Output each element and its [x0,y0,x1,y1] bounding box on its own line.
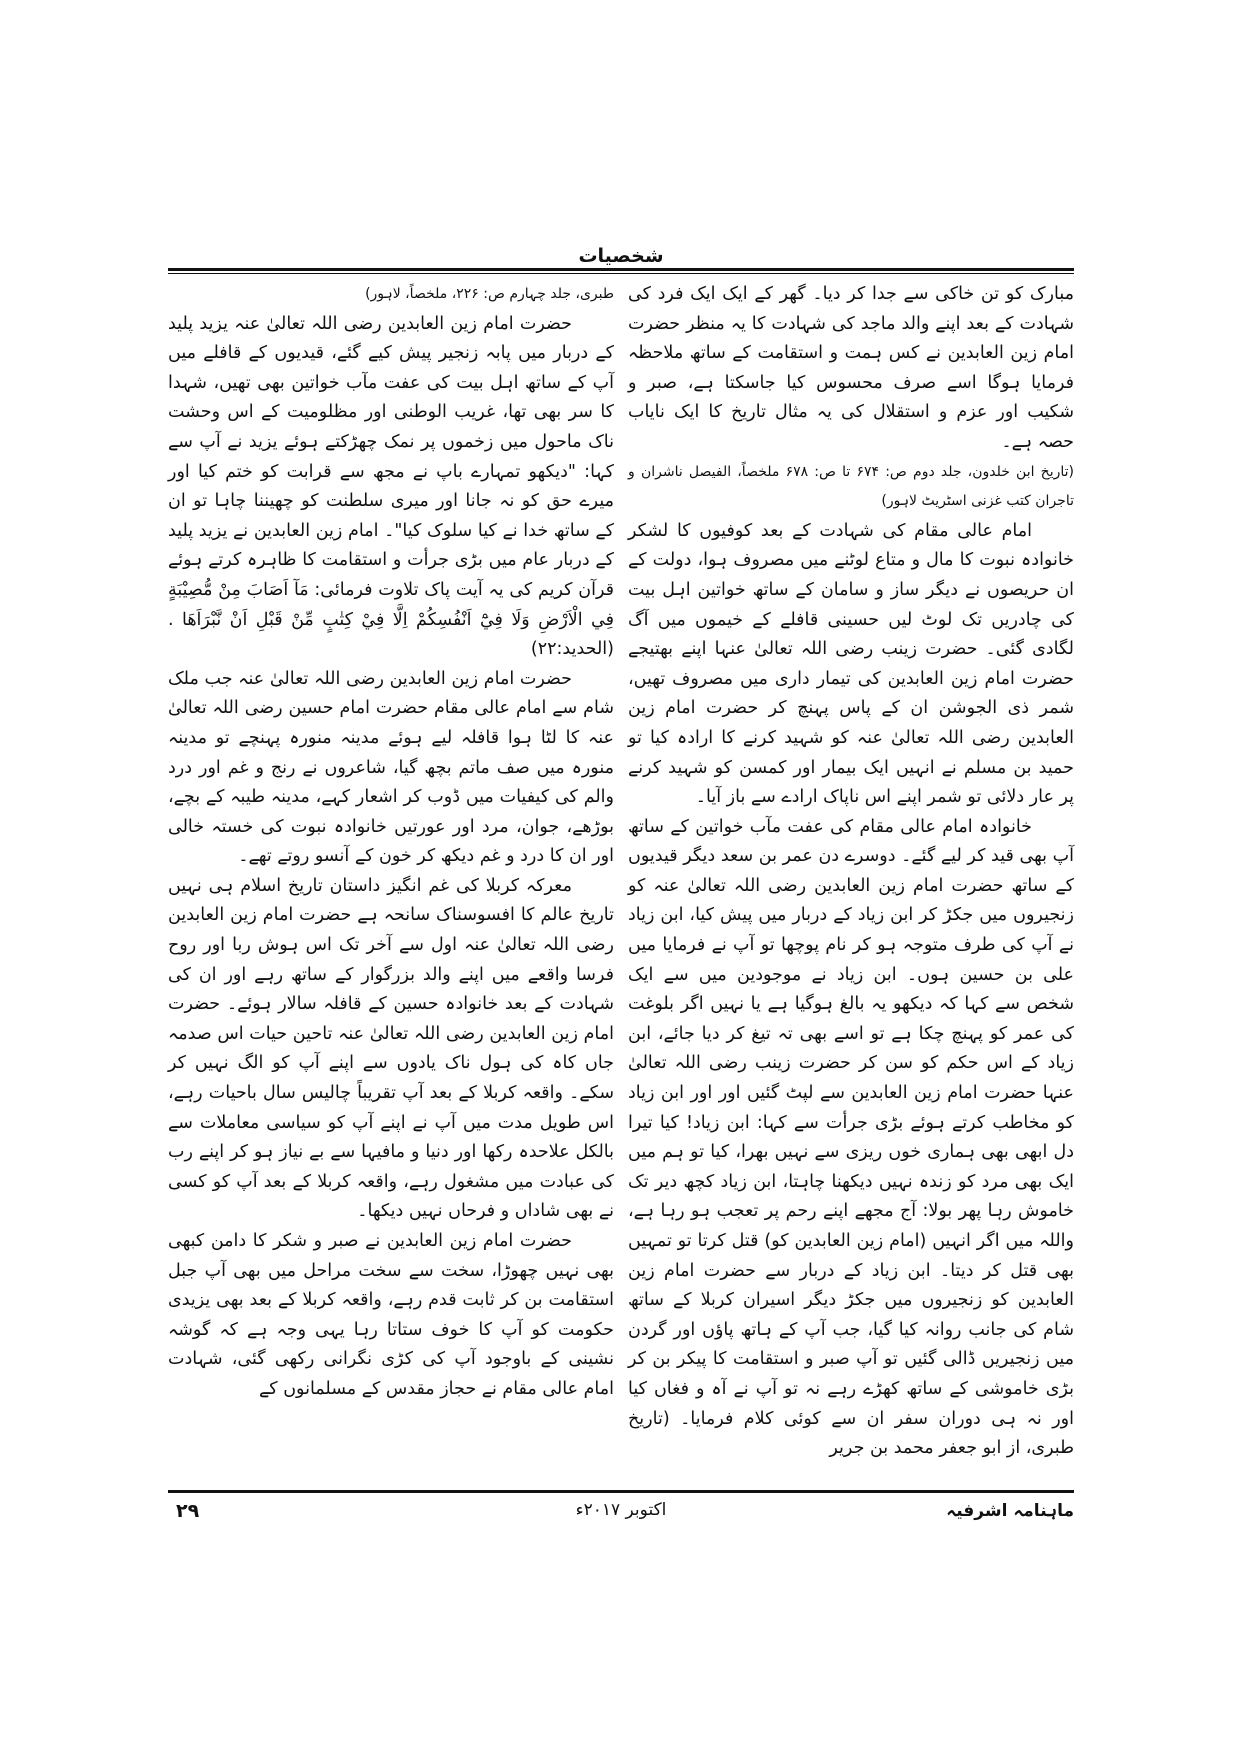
header-rule-thick [168,268,1074,271]
page-footer [168,1500,1074,1530]
paragraph-text: حضرت امام زین العابدین رضی اللہ تعالیٰ عنہ یزید پلید کے دربار میں پابہ زنجیر پیش کیے گئے، قیدیوں کے قافلے میں آپ کے ساتھ اہل بیت کی عفت مآب خواتین بھی تھیں، شہدا کا سر بھی تھا، غریب الوطنی اور مظلومیت کے اس وحشت ناک ماحول میں زخموں پر نمک چھڑکتے ہوئے یزید نے آپ سے کہا: "دیکھو تمہارے باپ نے مجھ سے قرابت کو ختم کیا اور میرے حق کو نہ جانا اور میری سلطنت کو چھیننا چاہا تو ان کے ساتھ خدا نے کیا سلوک کیا"۔ امام زین العابدین نے یزید پلید کے دربار عام میں بڑی جرأت و استقامت کا ظاہرہ کرتے ہوئے قرآن کریم کی یہ آیت پاک تلاوت فرمائی: [168,313,614,600]
paragraph-text: امام عالی مقام کی شہادت کے بعد کوفیوں کا لشکر خانوادہ نبوت کا مال و متاع لوٹنے میں مصروف ہوا، دولت کے ان حریصوں نے دیگر ساز و سامان کے ساتھ خواتین اہل بیت کی چادریں تک لوٹ لیں حسینی قافلے کے خیموں میں آگ لگادی گئی۔ حضرت زینب رضی اللہ تعالیٰ عنہا اپنے بھتیجے حضرت امام زین العابدین کی تیمار داری میں مصروف تھیں، شمر ذی الجوشن ان کے پاس پہنچ کر حضرت امام زین العابدین رضی اللہ تعالیٰ عنہ کو شہید کرنے کا ارادہ کیا تو حمید بن مسلم نے انہیں ایک بیمار اور کمسن کو شہید کرنے پر عار دلائی تو شمر اپنے اس ناپاک ارادے سے باز آیا۔ [628,520,1074,808]
header-rule-thin [168,273,1074,274]
citation: (تاریخ ابن خلدون، جلد دوم ص: ۶۷۴ تا ص: ۶۷۸ ملخصاً، الفیصل ناشران و تاجران کتب غزنی اسٹریٹ لاہور) [628,463,1074,510]
quran-verse: مَآ اَصَابَ مِنْ مُّصِيْبَةٍ فِي الْاَرْضِ وَلَا فِيْٓ اَنْفُسِكُمْ اِلَّا فِيْ كِتٰبٍ مِّنْ قَبْلِ اَنْ نَّبْرَاَهَا [168,579,614,630]
paragraph-text: حضرت امام زین العابدین رضی اللہ تعالیٰ عنہ جب ملک شام سے امام عالی مقام حضرت امام حسین رضی اللہ تعالیٰ عنہ کا لٹا ہوا قافلہ لیے ہوئے مدینہ منورہ پہنچے تو مدینہ منورہ میں صف ماتم بچھ گیا، شاعروں نے رنج و غم اور درد والم کی کیفیات میں ڈوب کر اشعار کہے، مدینہ طیبہ کے بچے، بوڑھے، جوان، مرد اور عورتیں خانوادہ نبوت کی خستہ خالی اور ان کا درد و غم دیکھ کر خون کے آنسو روتے تھے۔ [168,668,614,867]
paragraph-text: مبارک کو تن خاکی سے جدا کر دیا۔ گھر کے ایک ایک فرد کی شہادت کے بعد اپنے والد ماجد کی شہادت کا یہ منظر حضرت امام زین العابدین نے کس ہمت و استقامت کے ساتھ ملاحظہ فرمایا ہوگا اسے صرف محسوس کیا جاسکتا ہے، صبر و شکیب اور عزم و استقلال کی یہ مثال تاریخ کا ایک نایاب حصہ ہے۔ [628,284,1074,452]
paragraph [628,813,1074,1464]
magazine-page [168,0,1074,1754]
footer-rule [168,1490,1074,1493]
paragraph-text: خانوادہ امام عالی مقام کی عفت مآب خواتین کے ساتھ آپ بھی قید کر لیے گئے۔ دوسرے دن عمر بن سعد دیگر قیدیوں کے ساتھ حضرت امام زین العابدین رضی اللہ تعالیٰ عنہ کو زنجیروں میں جکڑ کر ابن زیاد کے دربار میں پیش کیا، ابن زیاد نے آپ کی طرف متوجہ ہو کر نام پوچھا تو آپ نے فرمایا میں علی بن حسین ہوں۔ ابن زیاد نے موجودین میں سے ایک شخص سے کہا کہ دیکھو یہ بالغ ہوگیا ہے یا نہیں اگر بلوغت کی عمر کو پہنچ چکا ہے تو اسے بھی تہ تیغ کر دیا جائے، ابن زیاد کے اس حکم کو سن کر حضرت زینب رضی اللہ تعالیٰ عنہا حضرت امام زین العابدین سے لپٹ گئیں اور اور ابن زیاد کو مخاطب کرتے ہوئے بڑی جرأت سے کہا: ابن زیاد! کیا تیرا دل ابھی بھی ہماری خوں ریزی سے نہیں بھرا، کیا تو ہم میں ایک بھی مرد کو زندہ نہیں دیکھنا چاہتا، ابن زیاد کچھ دیر تک خاموش رہا پھر بولا: آج مجھے اپنے رحم پر تعجب ہو رہا ہے، واللہ میں اگر انہیں (امام زین العابدین کو) قتل کرتا تو تمہیں بھی قتل کر دیتا۔ ابن زیاد کے دربار سے حضرت امام زین العابدین کو زنجیروں میں جکڑ دیگر اسیران کربلا کے ساتھ شام کی جانب روانہ کیا گیا، جب آپ کے ہاتھ پاؤں اور گردن میں زنجیریں ڈالی گئیں تو آپ صبر و استقامت کا پیکر بن کر بڑی خاموشی کے ساتھ کھڑے رہے نہ تو آپ نے آہ و فغاں کیا اور نہ ہی دوران سفر ان سے کوئی کلام فرمایا۔ [628,816,1074,1429]
left-column [168,280,614,1405]
right-column [628,280,1074,1464]
citation: طبری، جلد چہارم ص: ۲۲۶، ملخصاً، لاہور) [365,286,614,302]
paragraph [168,310,614,665]
paragraph [168,1227,614,1405]
paragraph [628,517,1074,813]
paragraph-text: معرکہ کربلا کی غم انگیز داستان تاریخ اسلام ہی نہیں تاریخ عالم کا افسوسناک سانحہ ہے حضرت امام زین العابدین رضی اللہ تعالیٰ عنہ اول سے آخر تک اس ہوش ربا اور روح فرسا واقعے میں اپنے والد بزرگوار کے ساتھ رہے اور ان کی شہادت کے بعد خانوادہ حسین کے قافلہ سالار ہوئے۔ حضرت امام زین العابدین رضی اللہ تعالیٰ عنہ تاحین حیات اس صدمہ جاں کاہ کی ہول ناک یادوں سے اپنے آپ کو الگ نہیں کر سکے۔ واقعہ کربلا کے بعد آپ تقریباً چالیس سال باحیات رہے، اس طویل مدت میں آپ نے اپنے آپ کو سیاسی معاملات سے بالکل علاحدہ رکھا اور دنیا و مافیہا سے بے نیاز ہو کر اپنے رب کی عبادت میں مشغول رہے، واقعہ کربلا کے بعد آپ کو کسی نے بھی شاداں و فرحاں نہیں دیکھا۔ [168,875,614,1222]
issue-date: اکتوبر ۲۰۱۷ء [575,1500,667,1520]
paragraph [168,665,614,872]
citation: (تاریخ طبری، از ابو جعفر محمد بن جریر [628,1408,1074,1459]
paragraph-text: حضرت امام زین العابدین نے صبر و شکر کا دامن کبھی بھی نہیں چھوڑا، سخت سے سخت مراحل میں بھی آپ جبل استقامت بن کر ثابت قدم رہے، واقعہ کربلا کے بعد بھی یزیدی حکومت کو آپ کا خوف ستاتا رہا یہی وجہ ہے کہ گوشہ نشینی کے باوجود آپ کی کڑی نگرانی رکھی گئی، شہادت امام عالی مقام نے حجاز مقدس کے مسلمانوں کے [168,1231,614,1399]
section-title: شخصیات [578,245,664,267]
verse-citation: .(الحدید:۲۲) [168,609,614,660]
paragraph [168,280,614,310]
paragraph [628,280,1074,517]
magazine-name: ماہنامہ اشرفیہ [946,1501,1074,1521]
paragraph [168,872,614,1227]
page-number: ۲۹ [176,1500,200,1522]
